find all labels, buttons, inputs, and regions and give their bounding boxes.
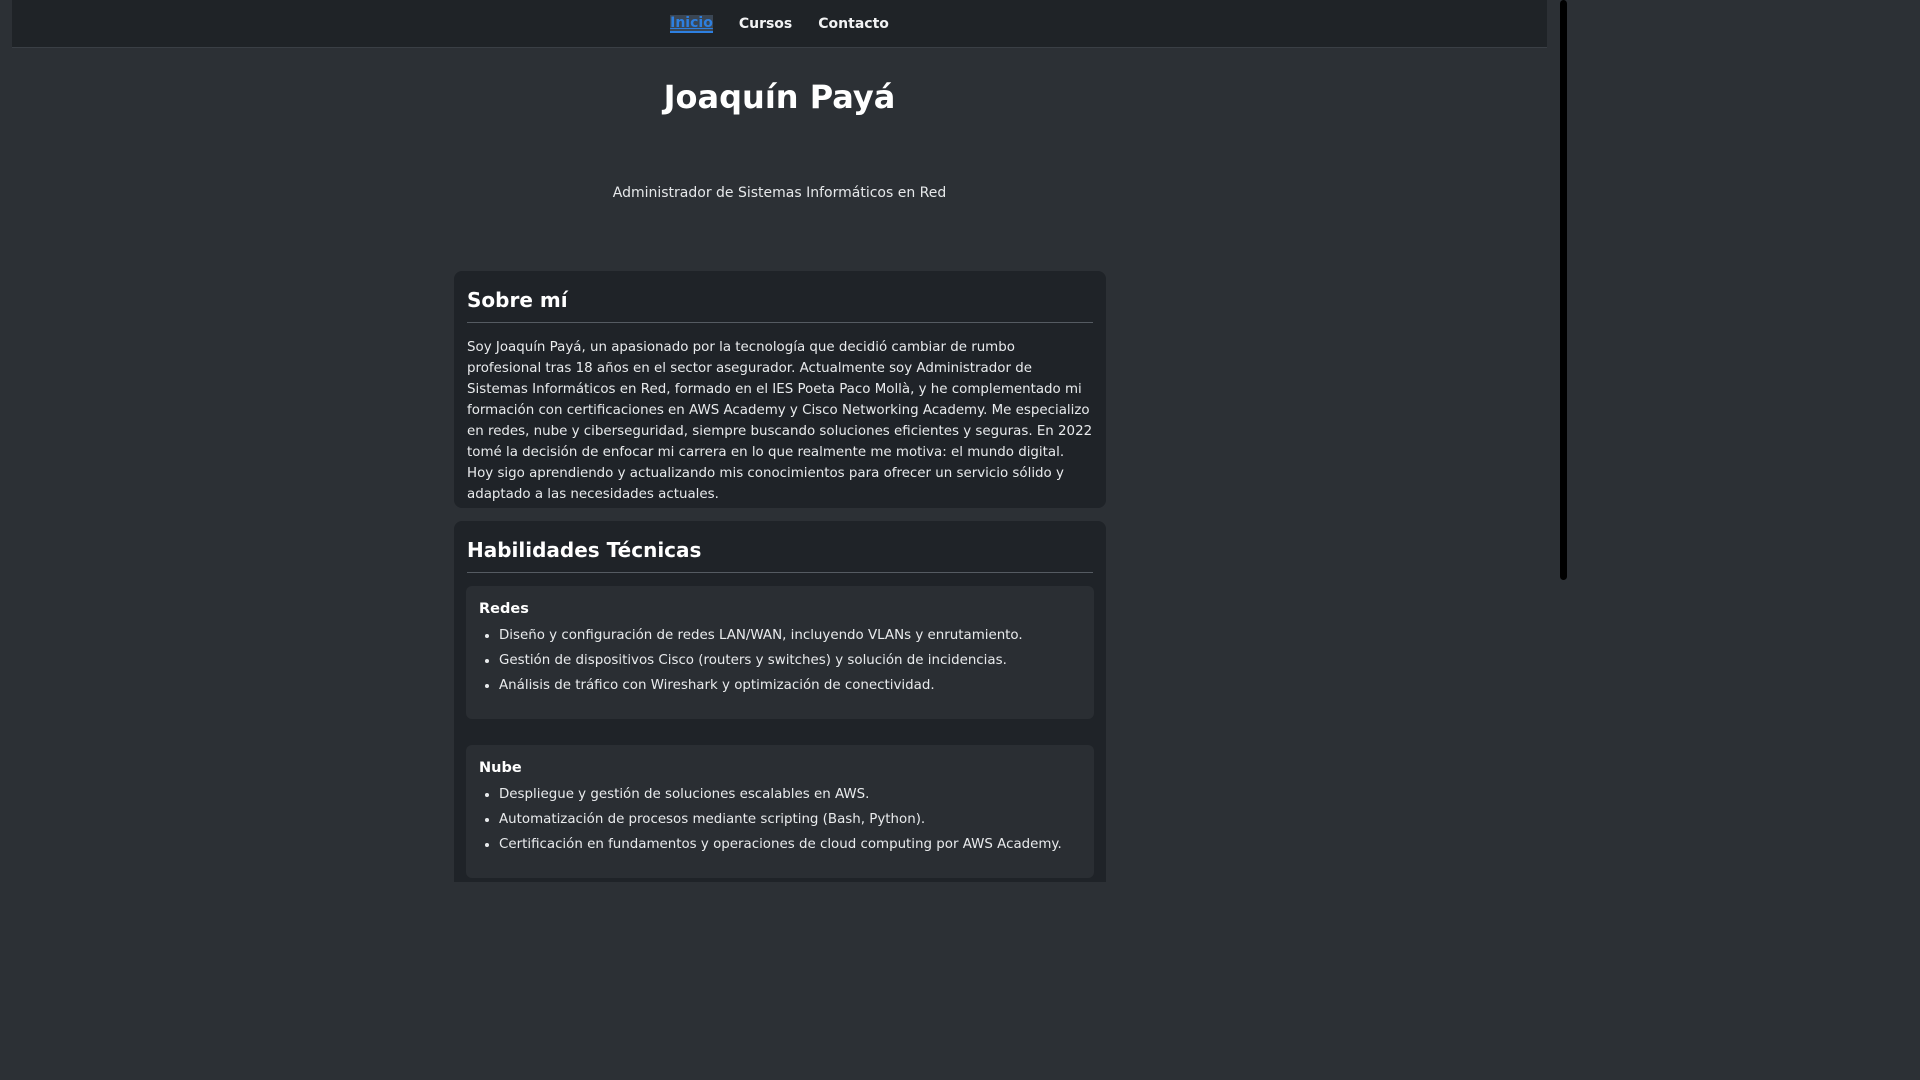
skill-list: [479, 787, 1081, 853]
skill-group-title: Redes: [479, 601, 529, 617]
skill-item: • Automatización de procesos mediante scripting (Bash, Python).: [499, 812, 1081, 828]
skill-list: [479, 628, 1081, 694]
scrollbar-thumb[interactable]: [1560, 0, 1567, 580]
nav-link-inicio[interactable]: Inicio: [670, 14, 713, 31]
page-title: Joaquín Payá: [663, 78, 896, 116]
skill-group-redes: [466, 586, 1094, 719]
nav-link-cursos[interactable]: Cursos: [738, 15, 793, 32]
skill-item: • Certificación en fundamentos y operaciones de cloud computing por AWS Academy.: [499, 837, 1081, 853]
about-text: Soy Joaquín Payá, un apasionado por la tecnología que decidió cambiar de rumbo profesional tras 18 años en el sector asegurador. Actualmente soy Administrador de Sistemas Informáticos en Red, formado en el IES Poeta Paco Mollà, y he complementado mi formación con certificaciones en AWS Academy y Cisco Networking Academy. Me especializo en redes, nube y ciberseguridad, siempre buscando soluciones eficientes y seguras. En 2022 tomé la decisión de enfocar mi carrera en lo que realmente me motiva: el mundo digital. Hoy sigo aprendiendo y actualizando mis conocimientos para ofrecer un servicio sólido y adaptado a las necesidades actuales.: [467, 340, 1093, 502]
nav-link-contacto[interactable]: Contacto: [818, 15, 889, 32]
skill-item: • Despliegue y gestión de soluciones escalables en AWS.: [499, 787, 1081, 803]
skill-item: • Gestión de dispositivos Cisco (routers y switches) y solución de incidencias.: [499, 653, 1081, 669]
skill-item: • Diseño y configuración de redes LAN/WAN, incluyendo VLANs y enrutamiento.: [499, 628, 1081, 644]
skill-group-title: Nube: [479, 760, 522, 776]
skills-heading: Habilidades Técnicas: [467, 521, 1093, 573]
about-card: [454, 271, 1106, 508]
skill-item: • Análisis de tráfico con Wireshark y optimización de conectividad.: [499, 678, 1081, 694]
about-heading: Sobre mí: [467, 271, 1093, 323]
skill-group-nube: [466, 745, 1094, 878]
page-scrollbar[interactable]: [1559, 0, 1568, 882]
skills-card: [454, 521, 1106, 882]
page-subtitle: Administrador de Sistemas Informáticos en Red: [612, 185, 947, 201]
top-navbar: [12, 0, 1547, 48]
